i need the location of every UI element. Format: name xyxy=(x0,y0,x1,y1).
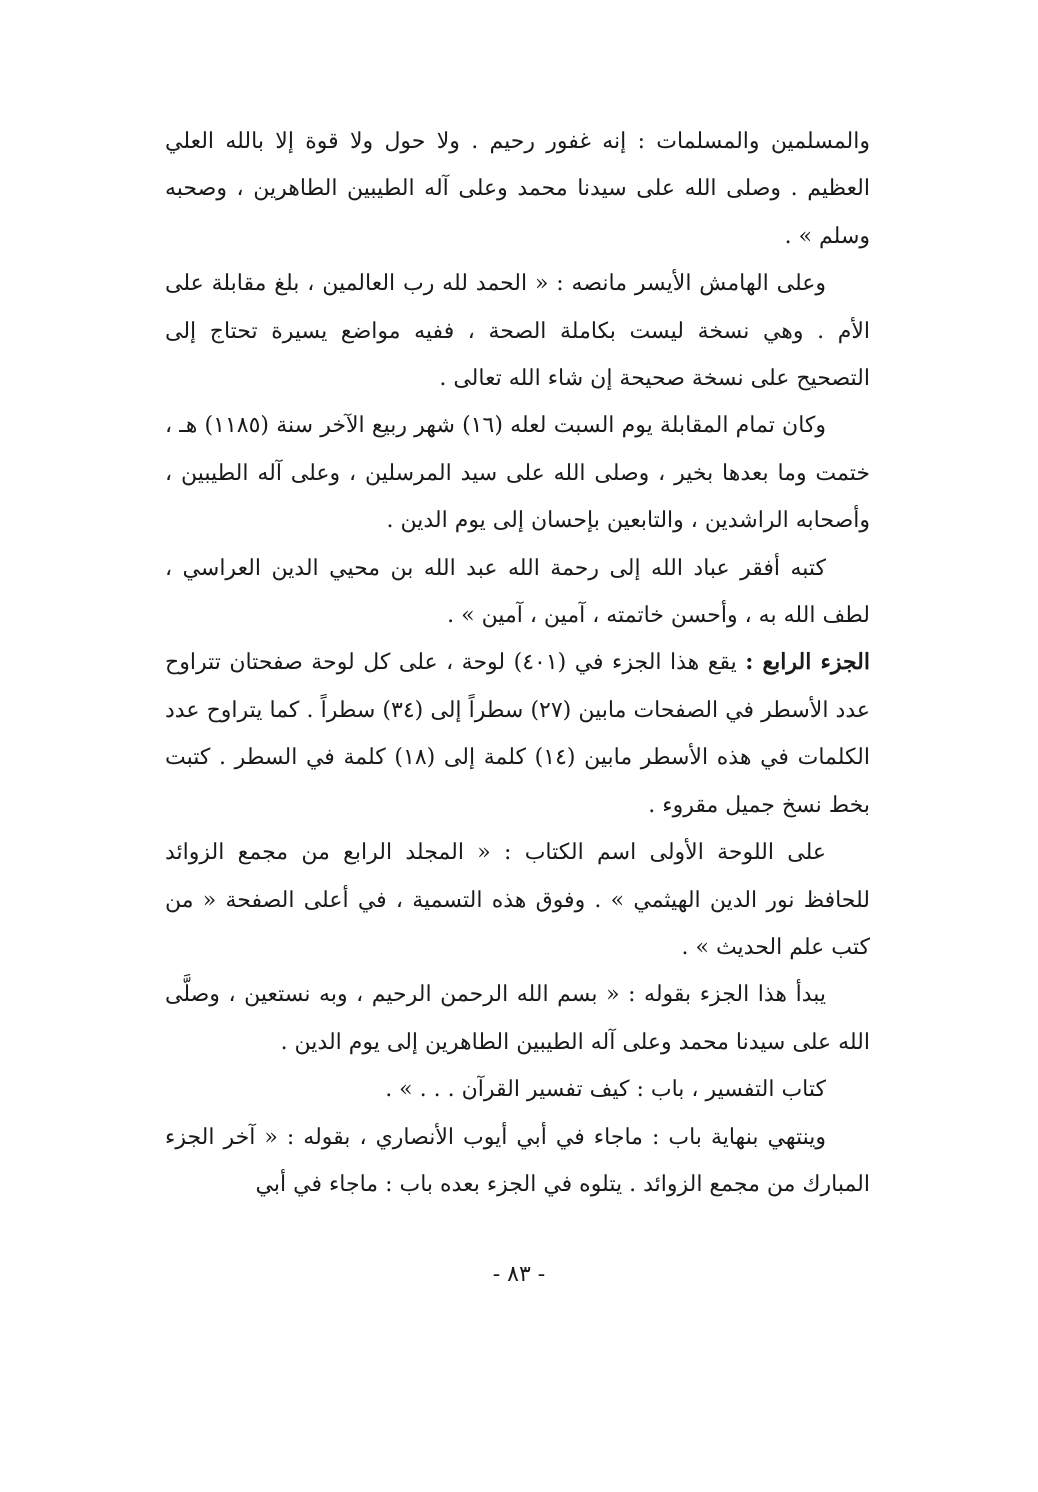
paragraph-text: والمسلمين والمسلمات : إنه غفور رحيم . ولا حول ولا قوة إلا بالله العلي العظيم . وصلى الله على سيدنا محمد وعلى آله الطيبين الطاهرين ، وصحبه وسلم » . xyxy=(165,129,870,249)
paragraph-text: يبدأ هذا الجزء بقوله : « بسم الله الرحمن الرحيم ، وبه نستعين ، وصلَّى الله على سيدنا محمد وعلى آله الطيبين الطاهرين إلى يوم الدين . xyxy=(165,982,870,1055)
body-text xyxy=(165,118,870,1208)
paragraph-text: وكان تمام المقابلة يوم السبت لعله (١٦) شهر ربيع الآخر سنة (١١٨٥) هـ ، ختمت وما بعدها بخير ، وصلى الله على سيد المرسلين ، وعلى آله الطيبين ، وأصحابه الراشدين ، والتابعين بإحسان إلى يوم الدين . xyxy=(165,413,870,534)
paragraph-text: على اللوحة الأولى اسم الكتاب : « المجلد الرابع من مجمع الزوائد للحافظ نور الدين الهيثمي » . وفوق هذه التسمية ، في أعلى الصفحة « من كتب علم الحديث » . xyxy=(165,840,870,960)
paragraph-beginning xyxy=(165,971,870,1066)
paragraph-collation-date xyxy=(165,402,870,544)
paragraph-title-page xyxy=(165,829,870,971)
paragraph-text: يقع هذا الجزء في (٤٠١) لوحة ، على كل لوحة صفحتان تتراوح عدد الأسطر في الصفحات مابين (٢٧) سطراً إلى (٣٤) سطراً . كما يتراوح عدد الكلمات في هذه الأسطر مابين (١٤) كلمة إلى (١٨) كلمة في السطر . كتبت بخط نسخ جميل مقروء . xyxy=(165,650,870,818)
paragraph-text: كتبه أفقر عباد الله إلى رحمة الله عبد الله بن محيي الدين العراسي ، لطف الله به ، وأحسن خاتمته ، آمين ، آمين » . xyxy=(165,555,870,629)
page-content xyxy=(165,118,870,1298)
paragraph-scribe xyxy=(165,545,870,640)
paragraph-lead-heading: الجزء الرابع : xyxy=(745,649,870,676)
page-number: - ٨٣ - xyxy=(492,1262,546,1287)
paragraph-margin-note xyxy=(165,260,870,402)
paragraph-text: وعلى الهامش الأيسر مانصه : « الحمد لله رب العالمين ، بلغ مقابلة على الأم . وهي نسخة ليست بكاملة الصحة ، ففيه مواضع يسيرة تحتاج إلى التصحيح على نسخة صحيحة إن شاء الله تعالى . xyxy=(165,271,870,392)
paragraph-text: وينتهي بنهاية باب : ماجاء في أبي أيوب الأنصاري ، بقوله : « آخر الجزء المبارك من مجمع الزوائد . يتلوه في الجزء بعده باب : ماجاء في أبي xyxy=(165,1124,870,1197)
paragraph-continuation xyxy=(165,118,870,260)
paragraph-text: كتاب التفسير ، باب : كيف تفسير القرآن . . . » . xyxy=(385,1077,826,1103)
paragraph-ending xyxy=(165,1114,870,1209)
paragraph-book-chapter xyxy=(165,1066,870,1113)
paragraph-part-four xyxy=(165,639,870,829)
